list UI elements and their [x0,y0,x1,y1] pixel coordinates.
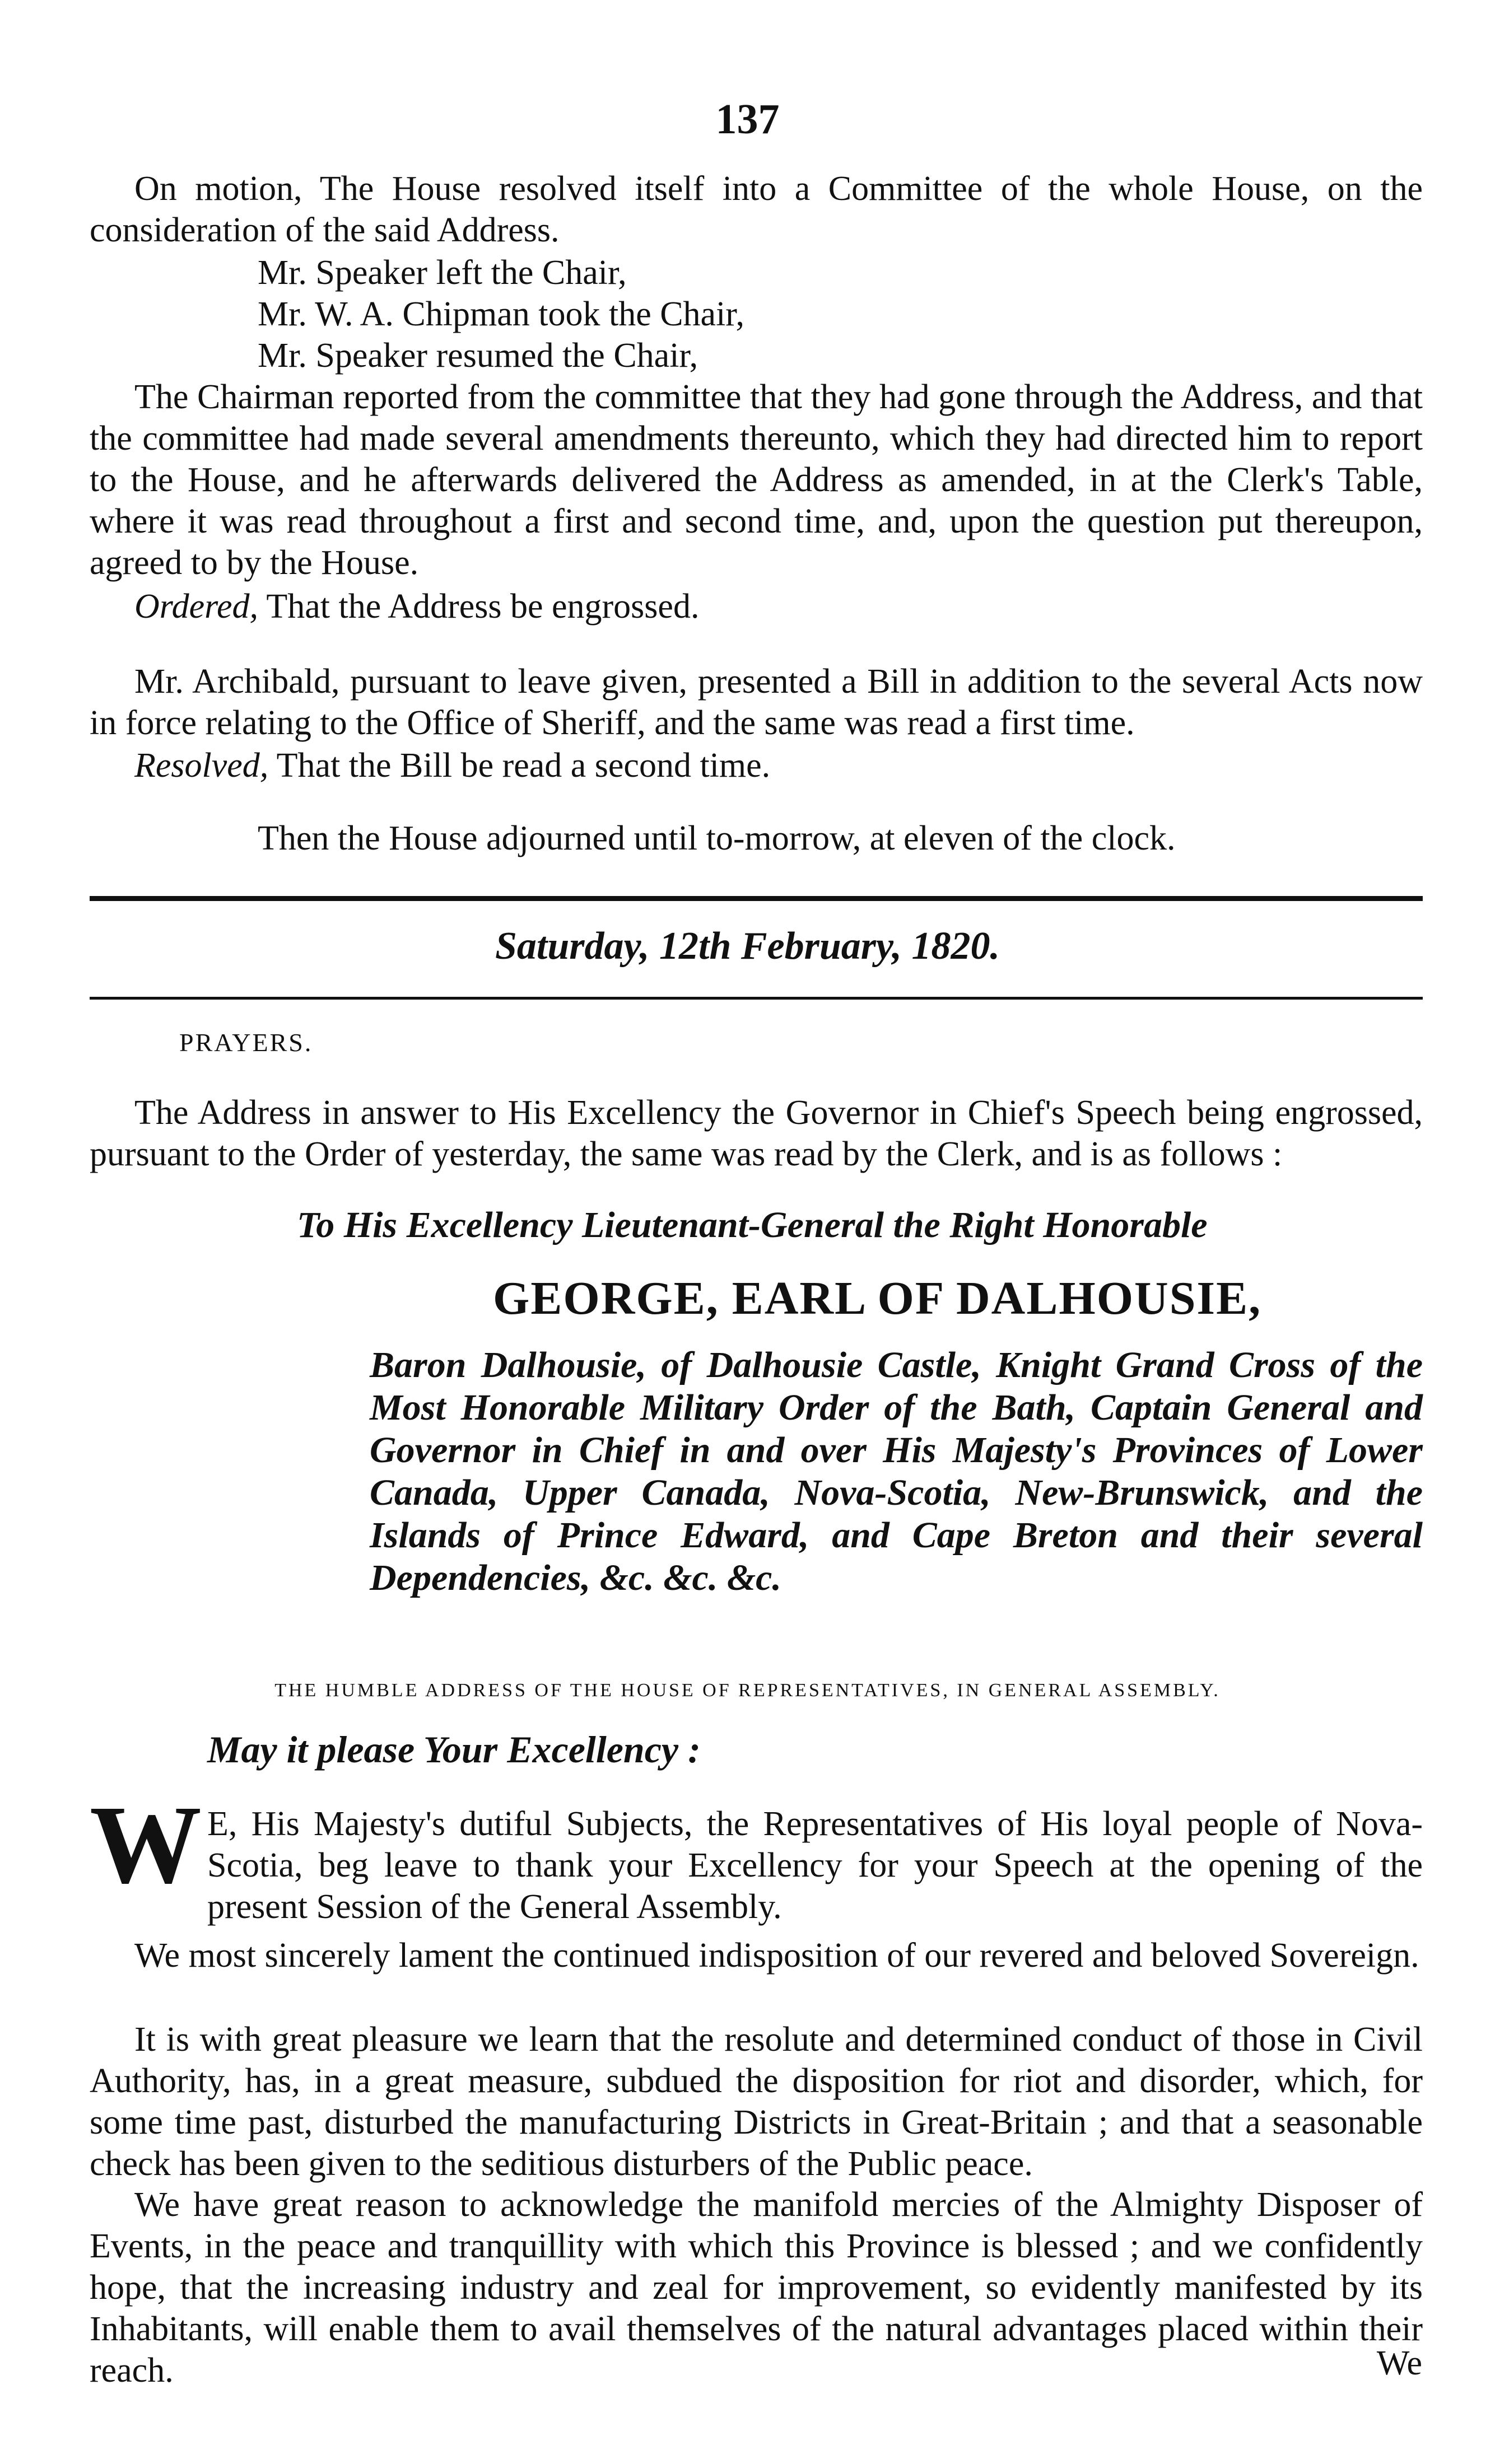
chair-line-3: Mr. Speaker resumed the Chair, [258,337,698,375]
section-rule-top [90,896,1423,901]
chairman-report-paragraph: The Chairman reported from the committee that they had gone through the Address, and that the committee had made several amendments thereunto, which they had directed him to report to the House, and he afterwards delivered the Address as amended, in at the Clerk's Table, where it was read throughout a first and second time, and, upon the question put thereupon, agreed to by the House. [90,378,1423,582]
address-name: GEORGE, EARL OF DALHOUSIE, [493,1272,1262,1324]
address-paragraph-1 [90,1783,1423,1928]
address-to-line: To His Excellency Lieutenant-General the Right Honorable [297,1205,1208,1245]
bill-paragraph: Mr. Archibald, pursuant to leave given, presented a Bill in addition to the several Acts now in force relating to the Office of Sheriff, and the same was read a first time. [90,662,1423,742]
address-paragraph-2: We most sincerely lament the continued indisposition of our revered and beloved Sovereign. [134,1936,1419,1975]
address-paragraph-1-text: E, His Majesty's dutiful Subjects, the Representatives of His loyal people of Nova-Scotia, beg leave to thank your Excellency for your Speech at the opening of the present Session of the General Assembly. [207,1805,1423,1926]
intro-paragraph: The Address in answer to His Excellency the Governor in Chief's Speech being engrossed, pursuant to the Order of yesterday, the same was read by the Clerk, and is as follows : [90,1094,1423,1173]
humble-address-heading: THE HUMBLE ADDRESS OF THE HOUSE OF REPRESENTATIVES, IN GENERAL ASSEMBLY. [274,1680,1221,1701]
resolved-line [90,745,1423,786]
resolved-label: Resolved, [134,746,269,785]
ordered-text: That the Address be engrossed. [266,587,700,626]
address-paragraph-4: We have great reason to acknowledge the manifold mercies of the Almighty Disposer of Events, in the peace and tranquillity with which this Province is blessed ; and we confidently hope, that the increasing industry and zeal for improvement, so evidently manifested by its Inhabitants, will enable them to avail themselves of the natural advantages placed within their reach. [90,2186,1423,2390]
address-paragraph-3: It is with great pleasure we learn that the resolute and determined conduct of those in Civil Authority, has, in a great measure, subdued the disposition for riot and disorder, which, for some time past, disturbed the manufacturing Districts in Great-Britain ; and that a seasonable check has been given to the seditious disturbers of the Public peace. [90,2020,1423,2183]
prayers-heading: PRAYERS. [179,1028,313,1057]
address-titles: Baron Dalhousie, of Dalhousie Castle, Knight Grand Cross of the Most Honorable Military Order of the Bath, Captain General and Governor in Chief in and over His Majesty's Provinces of Lower Canada, Upper Canada, Nova-Scotia, New-Brunswick, and the Islands of Prince Edward, and Cape Breton and their several Dependencies, &c. &c. &c. [370,1345,1423,1598]
ordered-line [90,586,1423,627]
drop-cap: W [90,1783,202,1907]
chair-line-1: Mr. Speaker left the Chair, [258,254,627,292]
catchword: We [1376,2344,1422,2382]
resolved-text: That the Bill be read a second time. [276,746,771,785]
salutation: May it please Your Excellency : [207,1728,701,1771]
chair-line-2: Mr. W. A. Chipman took the Chair, [258,295,744,333]
date-heading: Saturday, 12th February, 1820. [495,925,1000,968]
committee-motion-paragraph: On motion, The House resolved itself into a Committee of the whole House, on the consideration of the said Address. [90,170,1423,249]
ordered-label: Ordered, [134,587,258,626]
section-rule-bottom [90,997,1423,1000]
page-number: 137 [715,96,780,143]
adjournment-line: Then the House adjourned until to-morrow, at eleven of the clock. [258,819,1176,857]
